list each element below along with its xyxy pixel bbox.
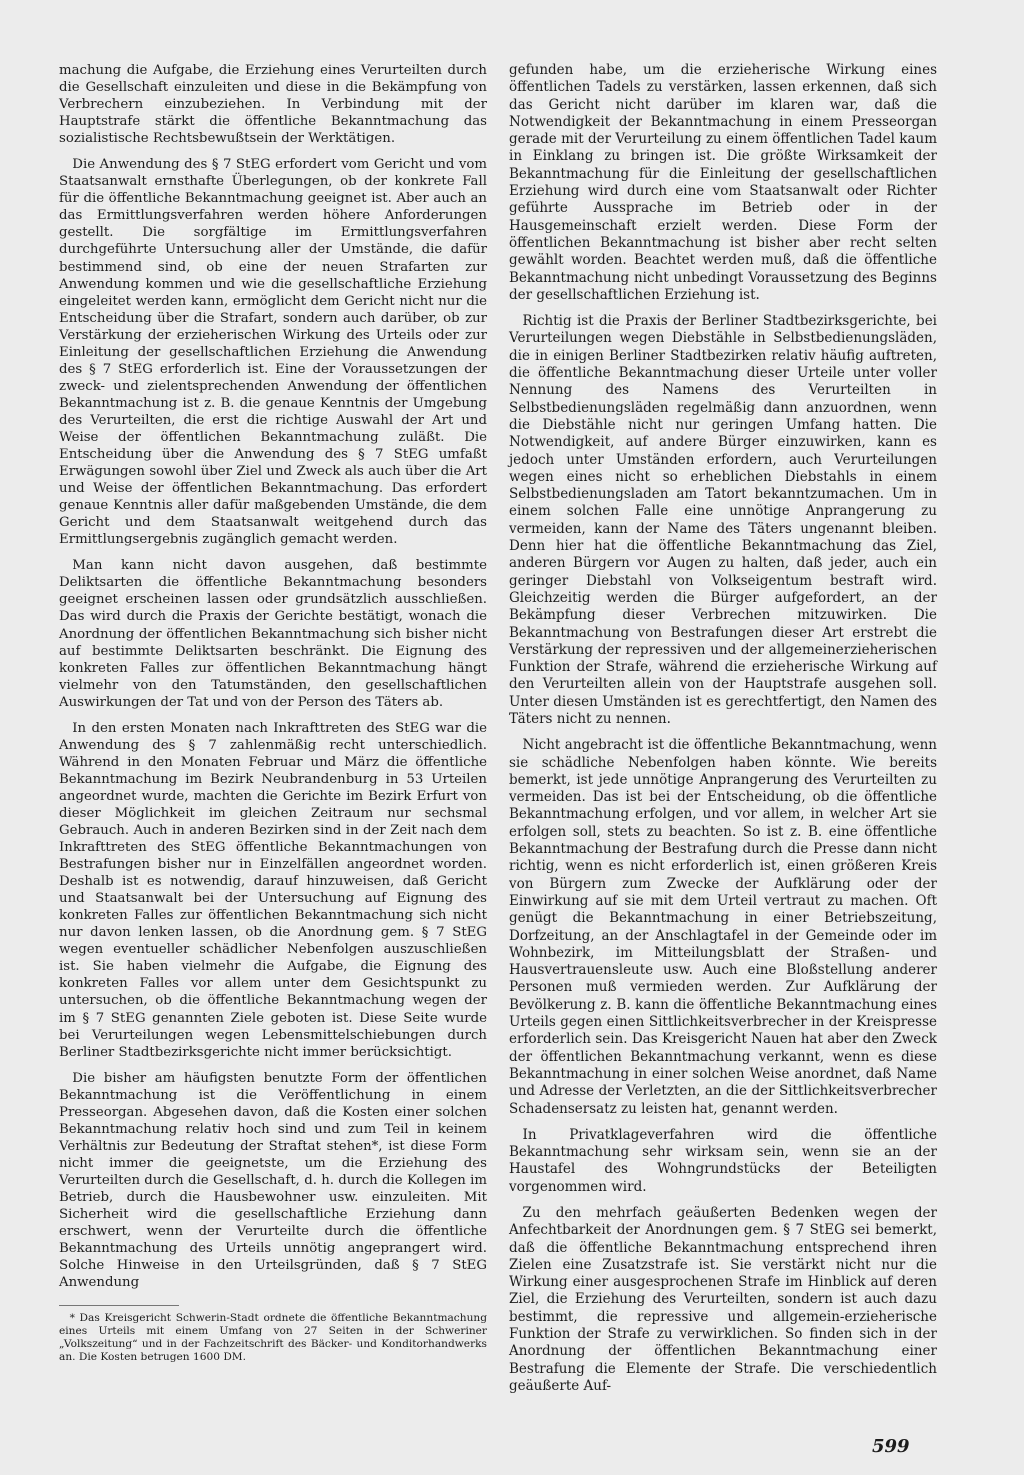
right-column (509, 62, 937, 1395)
footnote: * Das Kreisgericht Schwerin-Stadt ordnete die öffentliche Bekanntmachung eines Urteils mit einem Umfang von 27 Seiten in der Schweriner „Volkszeitung“ und in der Fachzeitschrift des Bäcker- und Konditorhandwerks an. Die Kosten betrugen 1600 DM. (59, 1312, 487, 1364)
left-column (59, 62, 487, 1364)
paragraph: Die bisher am häufigsten benutzte Form der öffentlichen Bekanntmachung ist die Veröffentlichung in einem Presseorgan. Abgesehen davon, daß die Kosten einer solchen Bekanntmachung relativ hoch sind und zum Teil in keinem Verhältnis zur Bedeutung der Straftat stehen*, ist diese Form nicht immer die geeignetste, um die Erziehung des Verurteilten durch die Gesellschaft, d. h. durch die Kollegen im Betrieb, durch die Hausbewohner usw. einzuleiten. Mit Sicherheit wird die gesellschaftliche Erziehung dann erschwert, wenn der Verurteilte durch die öffentliche Bekanntmachung des Urteils unnötig angeprangert wird. Solche Hinweise in den Urteilsgründen, daß § 7 StEG Anwendung (59, 1070, 487, 1291)
page-number: 599 (872, 1436, 910, 1457)
paragraph: gefunden habe, um die erzieherische Wirkung eines öffentlichen Tadels zu verstärken, lassen erkennen, daß sich das Gericht nicht darüber im klaren war, daß die Notwendigkeit der Bekanntmachung in einem Presseorgan gerade mit der Verurteilung zu einem öffentlichen Tadel kaum in Einklang zu bringen ist. Die größte Wirksamkeit der Bekanntmachung für die Einleitung der gesellschaftlichen Erziehung wird durch eine vom Staatsanwalt oder Richter geführte Aussprache im Betrieb oder in der Hausgemeinschaft erzielt werden. Diese Form der öffentlichen Bekanntmachung ist bisher aber recht selten gewählt worden. Beachtet werden muß, daß die öffentliche Bekanntmachung nicht unbedingt Voraussetzung des Beginns der gesellschaftlichen Erziehung ist. (509, 62, 937, 303)
paragraph: Nicht angebracht ist die öffentliche Bekanntmachung, wenn sie schädliche Nebenfolgen haben könnte. Wie bereits bemerkt, ist jede unnötige Anprangerung des Verurteilten zu vermeiden. Das ist bei der Entscheidung, ob die öffentliche Bekanntmachung erfolgen, und vor allem, in welcher Art sie erfolgen soll, stets zu beachten. So ist z. B. eine öffentliche Bekanntmachung der Bestrafung durch die Presse dann nicht richtig, wenn es nicht erforderlich ist, einen größeren Kreis von Bürgern zum Zwecke der Aufklärung oder der Einwirkung auf sie mit dem Urteil vertraut zu machen. Oft genügt die Bekanntmachung in einer Betriebszeitung, Dorfzeitung, an der Anschlagtafel in der Gemeinde oder im Wohnbezirk, im Mitteilungsblatt der Straßen- und Hausvertrauensleute usw. Auch eine Bloßstellung anderer Personen muß vermieden werden. Zur Aufklärung der Bevölkerung z. B. kann die öffentliche Bekanntmachung eines Urteils gegen einen Sittlichkeitsverbrecher in der Kreispresse erforderlich sein. Das Kreisgericht Nauen hat aber den Zweck der öffentlichen Bekanntmachung verkannt, wenn es diese Bekanntmachung in einer solchen Weise anordnet, daß Name und Adresse der Verletzten, an die der Sittlichkeitsverbrecher Schadensersatz zu leisten hat, genannt werden. (509, 737, 937, 1117)
paragraph: Zu den mehrfach geäußerten Bedenken wegen der Anfechtbarkeit der Anordnungen gem. § 7 StEG sei bemerkt, daß die öffentliche Bekanntmachung entsprechend ihren Zielen eine Zusatzstrafe ist. Sie verstärkt nicht nur die Wirkung einer ausgesprochenen Strafe im Hinblick auf deren Ziel, die Erziehung des Verurteilten, sondern ist auch dazu bestimmt, die repressive und allgemein-erzieherische Funktion der Strafe zu verwirklichen. So finden sich in der Anordnung der öffentlichen Bekanntmachung einer Bestrafung die Elemente der Strafe. Die verschiedentlich geäußerte Auf- (509, 1205, 937, 1394)
paragraph: Richtig ist die Praxis der Berliner Stadtbezirksgerichte, bei Verurteilungen wegen Diebstähle in Selbstbedienungsläden, die in einigen Berliner Stadtbezirken relativ häufig auftreten, die öffentliche Bekanntmachung dieser Urteile unter voller Nennung des Namens des Verurteilten in Selbstbedienungsläden regelmäßig dann anzuordnen, wenn die Diebstähle nicht nur geringen Umfang hatten. Die Notwendigkeit, auf andere Bürger einzuwirken, kann es jedoch unter Umständen erfordern, auch Verurteilungen wegen eines nicht so erheblichen Diebstahls in einem Selbstbedienungsladen am Tatort bekanntzumachen. Um in einem solchen Falle eine unnötige Anprangerung zu vermeiden, kann der Name des Täters ungenannt bleiben. Denn hier hat die öffentliche Bekanntmachung das Ziel, anderen Bürgern vor Augen zu halten, daß jeder, auch ein geringer Diebstahl von Volkseigentum bestraft wird. Gleichzeitig werden die Bürger aufgefordert, an der Bekämpfung dieser Verbrechen mitzuwirken. Die Bekanntmachung von Bestrafungen dieser Art erstrebt die Verstärkung der repressiven und der allgemeinerzieherischen Funktion der Strafe, während die erzieherische Wirkung auf den Verurteilten allein von der Hauptstrafe ausgehen soll. Unter diesen Umständen ist es gerechtfertigt, den Namen des Täters nicht zu nennen. (509, 313, 937, 727)
paragraph: Die Anwendung des § 7 StEG erfordert vom Gericht und vom Staatsanwalt ernsthafte Überlegungen, ob der konkrete Fall für die öffentliche Bekanntmachung geeignet ist. Aber auch an das Ermittlungsverfahren werden höhere Anforderungen gestellt. Die sorgfältige im Ermittlungsverfahren durchgeführte Untersuchung aller der Umstände, die dafür bestimmend sind, ob eine der neuen Strafarten zur Anwendung kommen und wie die gesellschaftliche Erziehung eingeleitet werden kann, ermöglicht dem Gericht nicht nur die Entscheidung über die Strafart, sondern auch darüber, ob zur Verstärkung der erzieherischen Wirkung des Urteils oder zur Einleitung der gesellschaftlichen Erziehung die Anwendung des § 7 StEG erforderlich ist. Eine der Voraussetzungen der zweck- und zielentsprechenden Anwendung der öffentlichen Bekanntmachung ist z. B. die genaue Kenntnis der Umgebung des Verurteilten, die erst die richtige Auswahl der Art und Weise der öffentlichen Bekanntmachung zuläßt. Die Entscheidung über die Anwendung des § 7 StEG umfaßt Erwägungen sowohl über Ziel und Zweck als auch über die Art und Weise der öffentlichen Bekanntmachung. Das erfordert genaue Kenntnis aller dafür maßgebenden Umstände, die dem Gericht und dem Staatsanwalt weitgehend durch das Ermittlungsergebnis zugänglich gemacht werden. (59, 157, 487, 548)
paragraph: machung die Aufgabe, die Erziehung eines Verurteilten durch die Gesellschaft einzuleiten und diese in die Bekämpfung von Verbrechern einzubeziehen. In Verbindung mit der Hauptstrafe stärkt die öffentliche Bekanntmachung das sozialistische Rechtsbewußtsein der Werktätigen. (59, 63, 487, 147)
paragraph: In den ersten Monaten nach Inkrafttreten des StEG war die Anwendung des § 7 zahlenmäßig recht unterschiedlich. Während in den Monaten Februar und März die öffentliche Bekanntmachung im Bezirk Neubrandenburg in 53 Urteilen angeordnet wurde, machten die Gerichte im Bezirk Erfurt von dieser Möglichkeit im gleichen Zeitraum nur sechsmal Gebrauch. Auch in anderen Bezirken sind in der Zeit nach dem Inkrafttreten des StEG öffentliche Bekanntmachungen von Bestrafungen bisher nur in Einzelfällen angeordnet worden. Deshalb ist es notwendig, darauf hinzuweisen, daß Gericht und Staatsanwalt bei der Untersuchung auf Eignung des konkreten Falles zur öffentlichen Bekanntmachung sich nicht nur davon lenken lassen, ob die Anordnung gem. § 7 StEG wegen eventueller schädlicher Nebenfolgen auszuschließen ist. Sie haben vielmehr die Aufgabe, die Eignung des konkreten Falles vor allem unter dem Gesichtspunkt zu untersuchen, ob die öffentliche Bekanntmachung wegen der im § 7 StEG genannten Ziele geboten ist. Diese Seite wurde bei Verurteilungen wegen Lebensmittelschiebungen durch Berliner Stadtbezirksgerichte nicht immer berücksichtigt. (59, 720, 487, 1060)
footnote-divider (59, 1305, 179, 1306)
paragraph: Man kann nicht davon ausgehen, daß bestimmte Deliktsarten die öffentliche Bekanntmachung besonders geeignet erscheinen lassen oder grundsätzlich ausschließen. Das wird durch die Praxis der Gerichte bestätigt, wonach die Anordnung der öffentlichen Bekanntmachung sich bisher nicht auf bestimmte Deliktsarten beschränkt. Die Eignung des konkreten Falles zur öffentlichen Bekanntmachung hängt vielmehr von den Tatumständen, den gesellschaftlichen Auswirkungen der Tat und von der Person des Täters ab. (59, 558, 487, 710)
paragraph: In Privatklageverfahren wird die öffentliche Bekanntmachung sehr wirksam sein, wenn sie an der Haustafel des Wohngrundstücks der Beteiligten vorgenommen wird. (509, 1126, 937, 1195)
